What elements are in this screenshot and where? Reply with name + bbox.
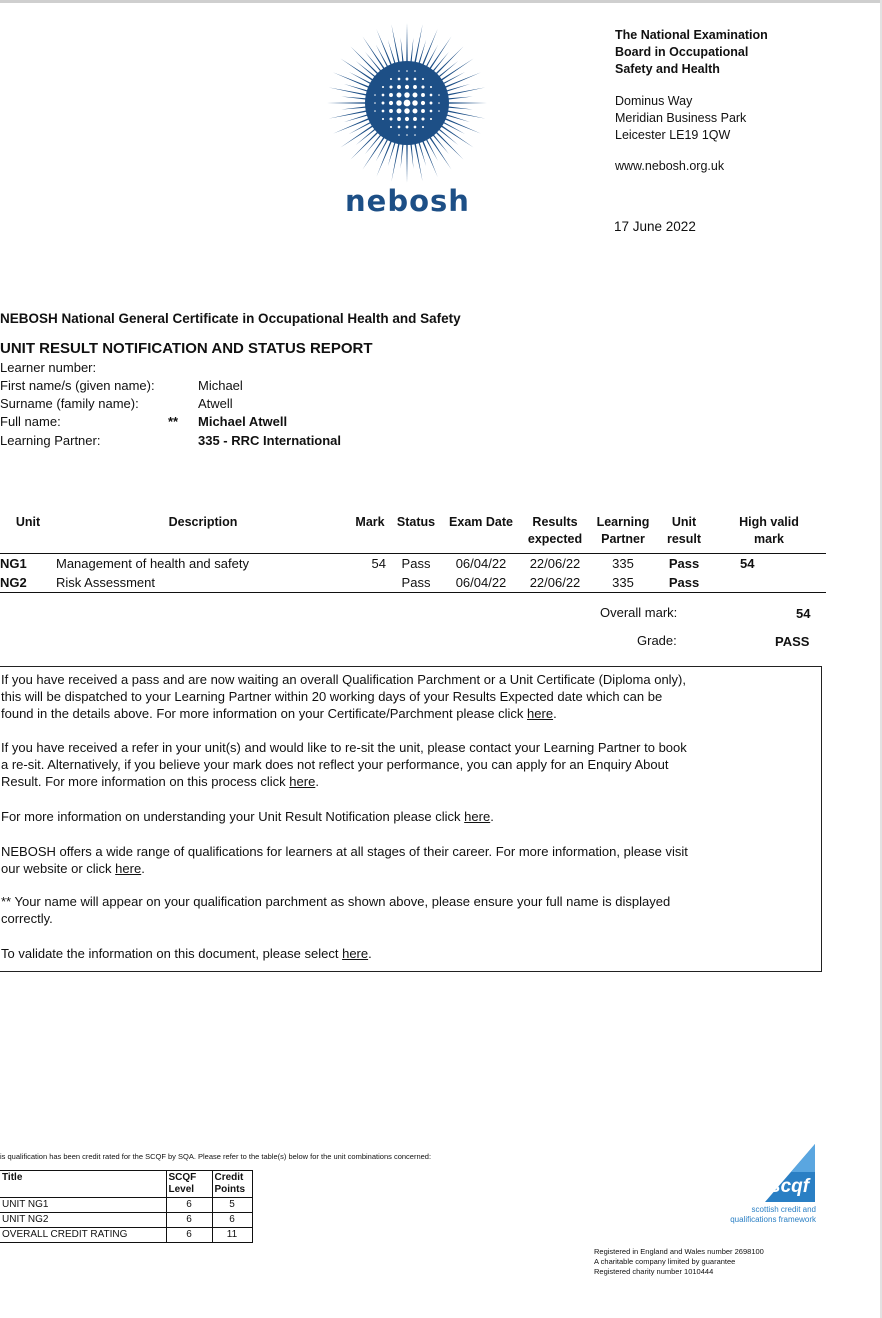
learner-number-label: Learner number: xyxy=(0,360,97,375)
here-link[interactable]: here xyxy=(289,774,316,789)
surname-value: Atwell xyxy=(198,396,233,411)
website: www.nebosh.org.uk xyxy=(615,159,725,173)
scqf-subtitle xyxy=(726,1205,816,1225)
unit-mark xyxy=(350,573,390,593)
header-status: Status xyxy=(390,514,442,554)
overall-mark-value: 54 xyxy=(796,606,811,621)
table-header-row xyxy=(0,514,826,554)
scqf-header-row xyxy=(0,1171,252,1198)
info-text: To validate the information on this document, please select xyxy=(1,946,343,961)
unit-result: Pass xyxy=(656,573,712,593)
top-border xyxy=(0,0,882,3)
header-text: Points xyxy=(214,1184,246,1195)
scqf-level: 6 xyxy=(166,1213,212,1228)
address-line: Leicester LE19 1QW xyxy=(615,128,731,142)
header-high-valid-mark xyxy=(712,514,826,554)
scqf-header-level xyxy=(166,1171,212,1198)
report-title: UNIT RESULT NOTIFICATION AND STATUS REPORT xyxy=(0,340,373,357)
learning-partner-value: 335 - RRC International xyxy=(198,433,342,448)
info-text: For more information on understanding your Unit Result Notification please click xyxy=(1,809,465,824)
scqf-level: 6 xyxy=(166,1228,212,1243)
table-row xyxy=(0,1213,252,1228)
header-text: Partner xyxy=(601,532,645,546)
unit-code: NG2 xyxy=(0,573,56,593)
full-name-label: Full name: xyxy=(0,414,61,429)
course-title: NEBOSH National General Certificate in Occupational Health and Safety xyxy=(0,311,461,326)
information-box xyxy=(0,666,822,972)
full-name-marker: ** xyxy=(168,414,179,429)
results-expected: 22/06/22 xyxy=(529,556,581,571)
table-row xyxy=(0,1228,252,1243)
header-unit: Unit xyxy=(0,514,56,554)
learning-partner-label: Learning Partner: xyxy=(0,433,101,448)
registration-line: Registered charity number 1010444 xyxy=(594,1267,714,1276)
org-name-line: Board in Occupational xyxy=(615,45,749,59)
scqf-title: UNIT NG2 xyxy=(0,1213,166,1228)
org-name-line: The National Examination xyxy=(615,28,768,42)
here-link[interactable]: here xyxy=(115,861,142,876)
surname-label: Surname (family name): xyxy=(0,396,139,411)
here-link[interactable]: here xyxy=(342,946,369,961)
header-text: Credit xyxy=(214,1172,244,1183)
scqf-points: 5 xyxy=(212,1198,252,1213)
scqf-title: OVERALL CREDIT RATING xyxy=(0,1228,166,1243)
info-text: If you have received a pass and are now waiting an overall Qualification Parchment or a Unit Certificate (Diploma only), this will be dispatched to your Learning Partner within 20 working days of your Results Expected date which can be found in the details above. For more information on your Certificate/Parchment please click xyxy=(1,672,687,721)
here-link[interactable]: here xyxy=(464,809,491,824)
overall-mark-label: Overall mark: xyxy=(600,605,678,620)
learning-partner: 335 xyxy=(612,556,634,571)
header-text: expected xyxy=(527,532,583,546)
first-name-value: Michael xyxy=(198,378,243,393)
organisation-address xyxy=(615,27,768,175)
header-text: High valid xyxy=(739,515,799,529)
unit-result: Pass xyxy=(668,556,700,571)
learning-partner: 335 xyxy=(590,573,656,593)
header-text: SCQF xyxy=(168,1172,197,1183)
registration-line: Registered in England and Wales number 2698100 xyxy=(594,1247,764,1256)
address-line: Dominus Way xyxy=(615,94,693,108)
info-text: If you have received a refer in your unit(s) and would like to re-sit the unit, please contact your Learning Partner to book a re-sit. Alternatively, if you believe your mark does not reflect your performance, you can apply for an Enquiry About Result. For more information on this process click xyxy=(1,740,687,789)
header-exam-date: Exam Date xyxy=(442,514,520,554)
registration-details xyxy=(594,1247,764,1277)
info-paragraph: NEBOSH offers a wide range of qualifications for learners at all stages of their career. For more information, please visit our website or click here. xyxy=(1,844,688,876)
header-text: Learning xyxy=(596,515,650,529)
org-name-line: Safety and Health xyxy=(615,62,720,76)
header-results-expected xyxy=(520,514,590,554)
high-valid-mark xyxy=(712,573,826,593)
scqf-subtitle-line: scottish credit and xyxy=(751,1205,816,1214)
scqf-intro: is qualification has been credit rated for the SCQF by SQA. Please refer to the table(s) below for the unit combinations concerned: xyxy=(0,1152,432,1161)
unit-mark: 54 xyxy=(371,556,386,571)
header-description: Description xyxy=(56,514,350,554)
info-paragraph: If you have received a pass and are now waiting an overall Qualification Parchment or a Unit Certificate (Diploma only), this will be dispatched to your Learning Partner within 20 working days of your Results Expected date which can be found in the details above. For more information on your Certificate/Parchment please click here. xyxy=(1,672,687,721)
unit-status: Pass xyxy=(390,573,442,593)
scqf-wordmark: scqf xyxy=(770,1176,810,1197)
table-row xyxy=(0,573,826,593)
scqf-header-title: Title xyxy=(0,1171,166,1198)
scqf-table xyxy=(0,1170,253,1243)
unit-description: Management of health and safety xyxy=(56,556,249,571)
results-table xyxy=(0,514,826,593)
info-paragraph: ** Your name will appear on your qualification parchment as shown above, please ensure your full name is displayed correctly. xyxy=(1,894,671,926)
grade-value: PASS xyxy=(775,634,810,649)
header-text: Results xyxy=(532,515,578,529)
registration-line: A charitable company limited by guarantee xyxy=(594,1257,736,1266)
scqf-subtitle-line: qualifications framework xyxy=(730,1215,816,1224)
scqf-header-credit xyxy=(212,1171,252,1198)
results-expected: 22/06/22 xyxy=(520,573,590,593)
header-text: result xyxy=(666,532,702,546)
grade-label: Grade: xyxy=(637,633,677,648)
unit-description: Risk Assessment xyxy=(56,573,350,593)
header-text: Level xyxy=(168,1184,195,1195)
info-paragraph: For more information on understanding your Unit Result Notification please click here. xyxy=(1,809,494,824)
unit-status: Pass xyxy=(401,556,431,571)
header-unit-result xyxy=(656,514,712,554)
exam-date: 06/04/22 xyxy=(442,573,520,593)
exam-date: 06/04/22 xyxy=(455,556,507,571)
scqf-points: 6 xyxy=(212,1213,252,1228)
nebosh-logo-icon xyxy=(326,22,488,184)
scqf-title: UNIT NG1 xyxy=(0,1198,166,1213)
scqf-level: 6 xyxy=(166,1198,212,1213)
document-date: 17 June 2022 xyxy=(614,219,696,234)
scqf-points: 11 xyxy=(212,1228,252,1243)
first-name-label: First name/s (given name): xyxy=(0,378,155,393)
unit-code: NG1 xyxy=(0,556,27,571)
header-mark: Mark xyxy=(350,514,390,554)
high-valid-mark: 54 xyxy=(740,556,755,571)
address-line: Meridian Business Park xyxy=(615,111,747,125)
header-text: Unit xyxy=(671,515,697,529)
header-learning-partner xyxy=(590,514,656,554)
here-link[interactable]: here xyxy=(527,706,554,721)
nebosh-wordmark: nebosh xyxy=(345,184,470,218)
info-text: NEBOSH offers a wide range of qualifications for learners at all stages of their career. For more information, please visit our website or click xyxy=(1,844,688,876)
table-row xyxy=(0,554,826,574)
table-row xyxy=(0,1198,252,1213)
info-paragraph: If you have received a refer in your unit(s) and would like to re-sit the unit, please contact your Learning Partner to book a re-sit. Alternatively, if you believe your mark does not reflect your performance, you can apply for an Enquiry About Result. For more information on this process click here. xyxy=(1,740,687,789)
header-text: mark xyxy=(754,532,784,546)
full-name-value: Michael Atwell xyxy=(198,414,288,429)
info-paragraph: To validate the information on this document, please select here. xyxy=(1,946,372,961)
